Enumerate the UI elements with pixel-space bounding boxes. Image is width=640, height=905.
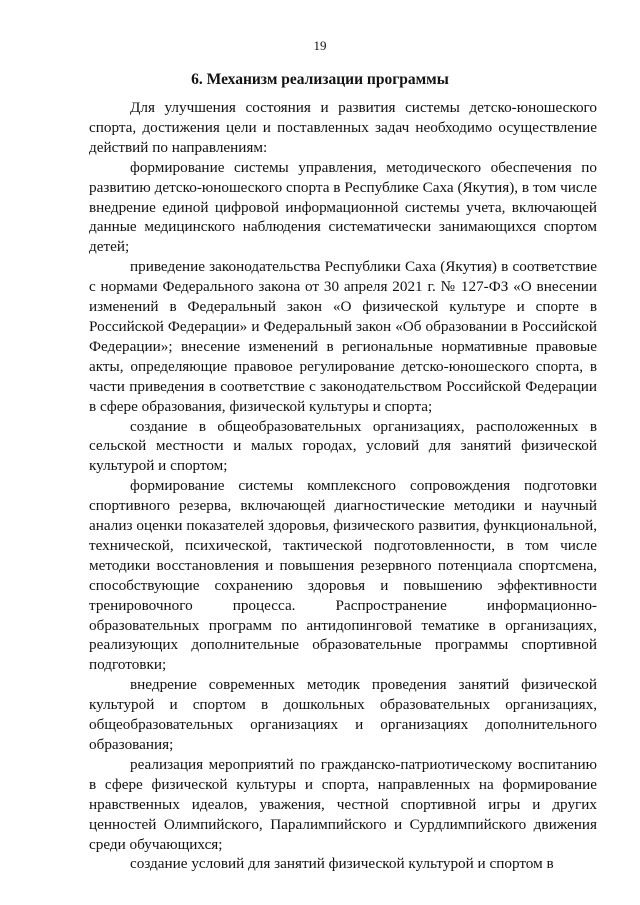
document-body	[89, 98, 597, 874]
section-heading: 6. Механизм реализации программы	[191, 71, 449, 88]
paragraph-rural-schools: создание в общеобразовательных организациях, расположенных в сельской местности и малых городах, условий для занятий физической культурой и спортом;	[89, 417, 597, 475]
paragraph-modern-methods: внедрение современных методик проведения занятий физической культурой и спортом в дошкольных образовательных организациях, общеобразовательных организациях и организациях дополнительного образования;	[89, 676, 597, 753]
page-number: 19	[313, 38, 327, 53]
paragraph-legislation: приведение законодательства Республики Саха (Якутия) в соответствие с нормами Федерального закона от 30 апреля 2021 г. № 127-ФЗ «О внесении изменений в Федеральный закон «О физической культуре и спорте в Российской Федерации» и Федеральный закон «Об образовании в Российской Федерации»; внесение изменений в региональные нормативные правовые акты, определяющие правовое регулирование детско-юношеского спорта, в части приведения в соответствие с законодательством Российской Федерации в сфере образования, физической культуры и спорта;	[89, 258, 597, 415]
paragraph-conditions: создание условий для занятий физической культурой и спортом в	[130, 855, 554, 873]
paragraph-management-system: формирование системы управления, методического обеспечения по развитию детско-юношеского спорта в Республике Саха (Якутия), в том числе внедрение единой цифровой информационной системы учета, включающей данные медицинского наблюдения систематически занимающихся спортом детей;	[89, 158, 597, 256]
paragraph-intro: Для улучшения состояния и развития системы детско-юношеского спорта, достижения цели и поставленных задач необходимо осуществление действий по направлениям:	[89, 99, 597, 156]
paragraph-sports-reserve: формирование системы комплексного сопровождения подготовки спортивного резерва, включающей диагностические методики и научный анализ оценки показателей здоровья, физического развития, функциональной, технической, психической, тактической подготовленности, в том числе методики восстановления и повышения резервного потенциала спортсмена, способствующие сохранению здоровья и повышению эффективности тренировочного процесса. Распространение информационно-образовательных программ по антидопинговой тематике в организациях, реализующих дополнительные образовательные программы спортивной подготовки;	[89, 477, 597, 674]
paragraph-patriotic-education: реализация мероприятий по гражданско-патриотическому воспитанию в сфере физической культуры и спорта, направленных на формирование нравственных идеалов, уважения, честной спортивной игры и других ценностей Олимпийского, Паралимпийского и Сурдлимпийского движения среди обучающихся;	[89, 755, 597, 853]
